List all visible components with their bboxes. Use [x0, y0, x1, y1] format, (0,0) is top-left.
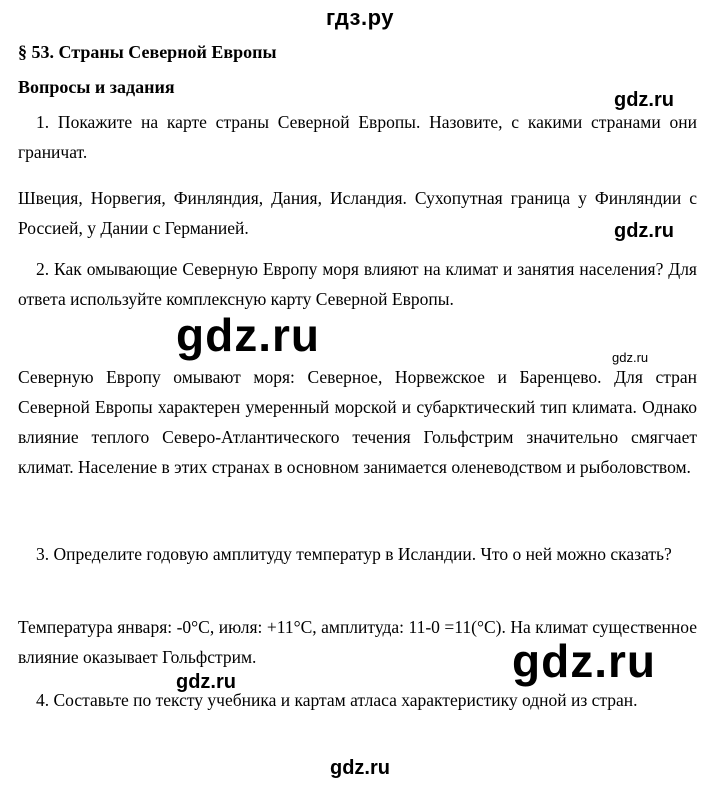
question-4: 4. Составьте по тексту учебника и картам атласа характеристику одной из стран.: [36, 690, 638, 710]
watermark: gdz.ru: [176, 671, 236, 693]
watermark: gdz.ru: [612, 350, 649, 365]
watermark: gdz.ru: [176, 309, 320, 361]
site-header: гдз.ру: [326, 5, 394, 30]
watermark: gdz.ru: [512, 635, 656, 687]
section-title: § 53. Страны Северной Европы: [18, 42, 277, 62]
answer-2: Северную Европу омывают моря: Северное, Норвежское и Баренцево. Для стран Северной Европы характерен умеренный морской и субарктический тип климата. Однако влияние теплого Северо-Атлантического течения Гольфстрим значительно смягчает климат. Население в этих странах в основном занимается оленеводством и рыболовством.: [18, 367, 697, 477]
footer-watermark: gdz.ru: [330, 757, 390, 779]
question-2: 2. Как омывающие Северную Европу моря влияют на климат и занятия населения? Для ответа используйте комплексную карту Северной Европы.: [18, 259, 697, 309]
question-3: 3. Определите годовую амплитуду температур в Исландии. Что о ней можно сказать?: [36, 544, 672, 564]
question-1: 1. Покажите на карте страны Северной Европы. Назовите, с какими странами они граничат.: [18, 112, 697, 162]
watermark: gdz.ru: [614, 89, 674, 111]
section-subtitle: Вопросы и задания: [18, 77, 175, 97]
answer-1: Швеция, Норвегия, Финляндия, Дания, Исландия. Сухопутная граница у Финляндии с Россией, у Дании с Германией.: [18, 188, 697, 238]
answer-3: Температура января: -0°C, июля: +11°C, амплитуда: 11-0 =11(°C). На климат существенное влияние оказывает Гольфстрим.: [18, 617, 697, 667]
watermark: gdz.ru: [614, 220, 674, 242]
